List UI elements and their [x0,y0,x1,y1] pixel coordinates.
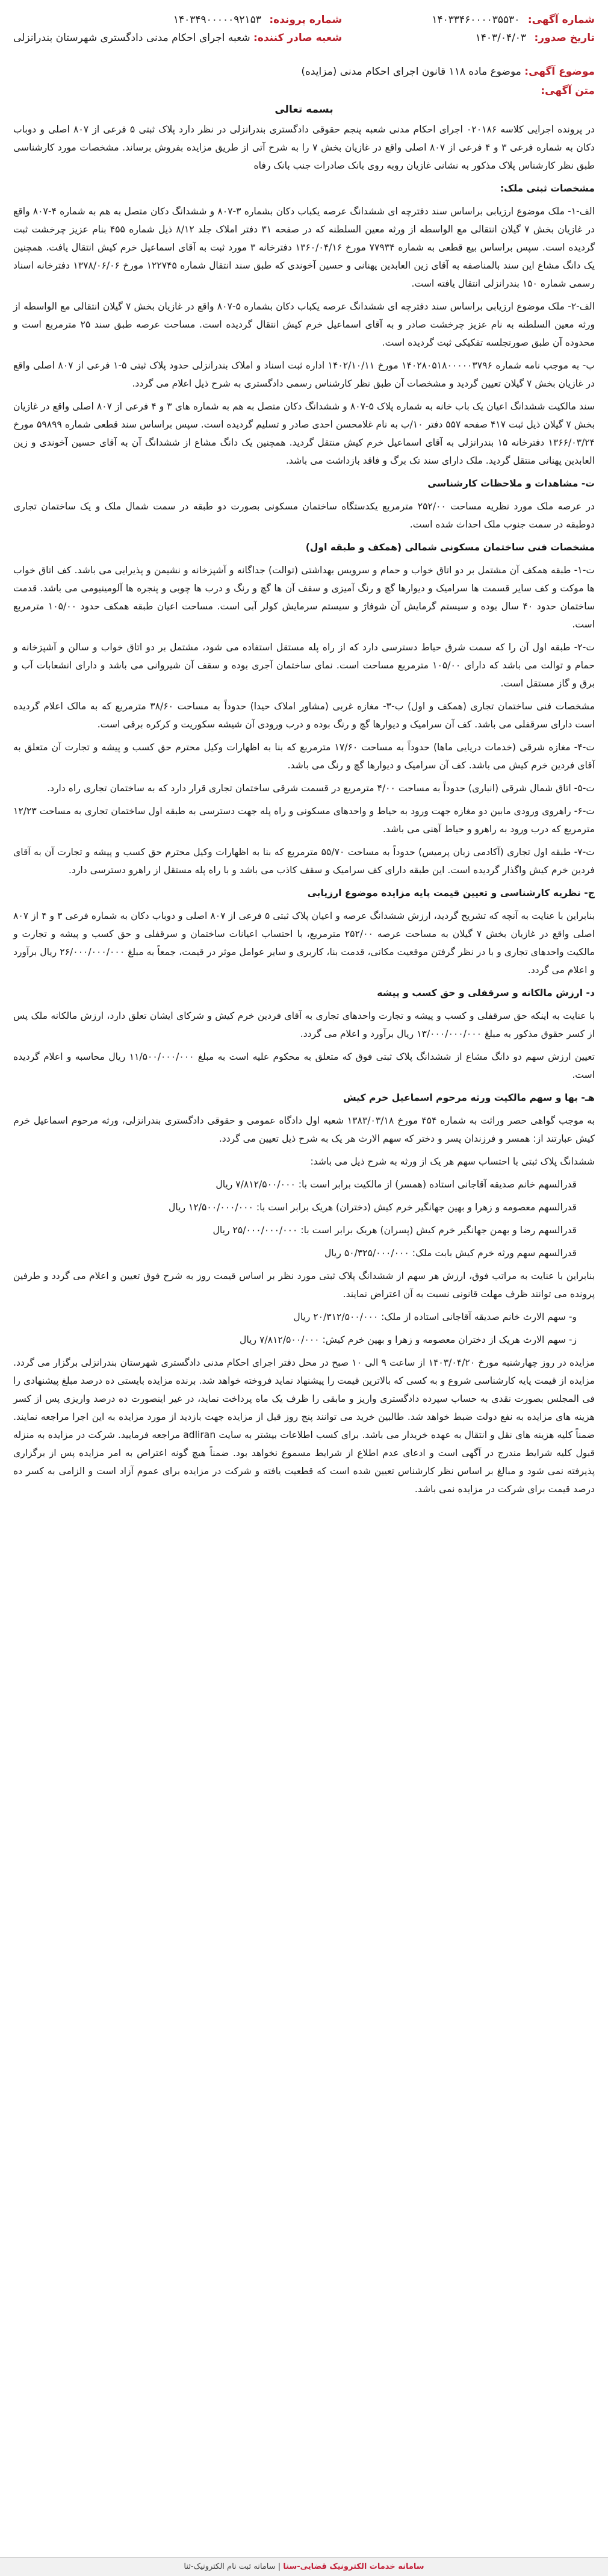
price-line: ز- سهم الارث هریک از دختران معصومه و زهرا و بهین خرم کیش: ۷/۸۱۲/۵۰۰/۰۰۰ ریال [240,1334,577,1345]
footer-service-link[interactable]: سامانه خدمات الکترونیک قضایی-سنا [283,2562,424,2571]
paragraph: بنابراین با عنایت به مراتب فوق، ارزش هر سهم از ششدانگ پلاک ثبتی مورد نظر بر اساس قیمت روز به شرح فوق تعیین و اعلام می گردد و طرفین پرونده می توانند ظرف مهلت قانونی نسبت به آن اعتراض نمایند. [13,1271,595,1299]
ad-number: ۱۴۰۳۳۴۶۰۰۰۰۳۵۵۳۰ [432,14,520,26]
paragraph: به موجب گواهی حصر وراثت به شماره ۴۵۴ مورخ ۱۳۸۳/۰۳/۱۸ شعبه اول دادگاه عمومی و حقوقی دادگستری بندرانزلی، ورثه مرحوم اسماعیل خرم کیش عبارتند از: همسر و فرزندان پسر و دختر که سهم الارث هر یک به شرح ذیل تعیین می گردد. [13,1115,595,1144]
section-heading: هـ- بها و سهم مالکیت ورثه مرحوم اسماعیل خرم کیش [343,1092,595,1103]
ad-text-label: متن آگهی: [541,85,595,97]
section-heading: ت- مشاهدات و ملاحظات کارشناسی [427,478,595,489]
paragraph: تعیین ارزش سهم دو دانگ مشاع از ششدانگ پلاک ثبتی فوق که متعلق به محکوم علیه است به مبلغ ۱۱/۵۰۰/۰۰۰/۰۰۰ ریال محاسبه و اعلام گردیده است. [13,1051,595,1080]
ad-number-label: شماره آگهی: [527,14,595,26]
ad-number-row [432,11,595,29]
footer-separator: | [278,2562,281,2571]
case-number-row [13,11,342,29]
paragraph: ت-۴- مغازه شرقی (خدمات دریایی ماها) حدوداً به مساحت ۱۷/۶۰ مترمربع که بنا به اظهارات وکیل محترم حق کسب و پیشه و تجارت آن متعلق به آقای فردین خرم کیش می باشد. کف آن سرامیک و دیوارها گچ و رنگ می باشد. [13,742,595,771]
section-heading: ج- نظریه کارشناسی و تعیین قیمت پایه مزایده موضوع ارزیابی [307,888,595,898]
section-heading: مشخصات فنی ساختمان مسکونی شمالی (همکف و طبقه اول) [305,542,595,553]
bismillah: بسمه تعالی [275,104,333,116]
paragraph: الف-۲- ملک موضوع ارزیابی براساس سند دفترچه ای ششدانگ عرصه یکباب دکان بشماره ۵-۸۰۷ واقع در غازیان بخش ۷ گیلان انتقالی مع الواسطه از ورثه معین السلطنه به نام عزیز چرخشت صادر و به آقای اسماعیل خرم کیش انتقال گردیده است. مساحت عرصه طبق سند ۲۵ مترمربع است و محدوده آن طبق صورتجلسه تفکیکی ثبت گردیده است. [13,301,595,348]
paragraph: ت-۱- طبقه همکف آن مشتمل بر دو اتاق خواب و حمام و سرویس بهداشتی (توالت) جداگانه و آشپزخانه و نشیمن و پذیرایی می باشد. کف اتاق خواب ها موکت و کف سایر قسمت ها سرامیک و دیوارها گچ و رنگ آمیزی و سقف آن ها گچ و رنگ و درب ها چوبی و پنجره ها آلومینیومی می باشد. قدمت ساختمان حدود ۴۰ سال بوده و سیستم گرمایش آن شوفاژ و سیستم سرمایش کولر آبی است. مساحت اعیان طبقه همکف حدود ۱۰۵/۰۰ مترمربع است. [13,565,595,630]
paragraph: مزایده در روز چهارشنبه مورخ ۱۴۰۳/۰۴/۲۰ از ساعت ۹ الی ۱۰ صبح در محل دفتر اجرای احکام مدنی دادگستری شهرستان بندرانزلی برگزار می گردد. مزایده از قیمت پایه کارشناسی شروع و به کسی که بالاترین قیمت را پیشنهاد نماید فروخته خواهد شد. برنده مزایده بایستی ده درصد مبلغ پیشنهادی را فی المجلس بصورت نقدی به حساب سپرده دادگستری واریز و مابقی را ظرف یک ماه پرداخت نماید، در غیر اینصورت ده درصد واریزی پس از کسر هزینه های مزایده به نفع دولت ضبط خواهد شد. طالبین خرید می توانند پنج روز قبل از مزایده جهت بازدید از مورد مزایده به این اجرا مراجعه نمایند. ضمناً کلیه هزینه های نقل و انتقال به عهده خریدار می باشد. برای کسب اطلاعات بیشتر به سایت adliran مراجعه فرمایید. شرکت در مزایده به منزله قبول کلیه شرایط مندرج در آگهی است و ادعای عدم اطلاع از شرایط مسموع نخواهد بود. ضمناً هیچ گونه اعتراض به امر مزایده پس از برگزاری پذیرفته نمی شود و مبالغ بر اساس نظر کارشناس تعیین شده است که قطعیت یافته و شرکت در مزایده برای عموم آزاد است و الزامی به کسر ده درصد قیمت برای شرکت در مزایده نمی باشد. [13,1357,595,1495]
paragraph: سند مالکیت ششدانگ اعیان یک باب خانه به شماره پلاک ۵-۸۰۷ و ششدانگ دکان متصل به هم به شماره های ۳ و ۴ فرعی از ۸۰۷ اصلی واقع در غازیان بخش ۷ گیلان ذیل ثبت ۴۱۷ صفحه ۵۵۷ دفتر ۱۰/ب به نام غلامحسن احدی صادر و تسلیم گردیده است. سپس براساس سند قطعی شماره ۵۹۸۹۹ مورخ ۱۳۶۶/۰۳/۲۴ دفترخانه ۱۵ بندرانزلی به آقای اسماعیل خرم کیش منتقل گردید. همچنین یک دانگ مشاع از ششدانگ آن به آقای حسین آخوندی و زین العابدین پهنانی منتقل گردید. ملک دارای سند تک برگ و فاقد بازداشت می باشد. [13,401,595,466]
paragraph: ب- به موجب نامه شماره ۱۴۰۲۸۰۵۱۸۰۰۰۰۰۳۷۹۶ مورخ ۱۴۰۲/۱۰/۱۱ اداره ثبت اسناد و املاک بندرانزلی حدود پلاک ثبتی ۵-۱ فرعی از ۸۰۷ اصلی واقع در غازیان بخش ۷ گیلان تعیین گردید و مشخصات آن طبق نظر کارشناس رسمی دادگستری به شرح ذیل اعلام می گردد. [13,360,595,389]
issuer: شعبه اجرای احکام مدنی دادگستری شهرستان بندرانزلی [13,32,250,44]
issue-date-label: تاریخ صدور: [534,32,595,44]
case-number: ۱۴۰۳۴۹۰۰۰۰۰۹۲۱۵۳ [173,14,261,26]
paragraph: ششدانگ پلاک ثبتی با احتساب سهم هر یک از ورثه به شرح ذیل می باشد: [310,1156,595,1167]
page-footer [0,2558,608,2576]
issue-date: ۱۴۰۳/۰۴/۰۳ [475,32,527,44]
paragraph: بنابراین با عنایت به آنچه که تشریح گردید، ارزش ششدانگ عرصه و اعیان پلاک ثبتی ۵ فرعی از ۸۰۷ اصلی و دوباب دکان به شماره فرعی ۳ و ۴ از ۸۰۷ اصلی واقع در غازیان بخش ۷ گیلان به مساحت عرصه ۲۵۲/۰۰ مترمربع، با احتساب اعیانات ساختمان و سرقفلی و حق کسب و پیشه و تجارت و مالکیت واحدهای تجاری و با در نظر گرفتن موقعیت مکانی، قدمت بنا، کاربری و سایر عوامل موثر در قیمت، جمعاً به مبلغ ۲۶/۰۰۰/۰۰۰/۰۰۰ ریال برآورد و اعلام می گردد. [13,910,595,975]
header-right [432,11,595,47]
issuer-label: شعبه صادر کننده: [253,32,343,44]
paragraph: ت-۲- طبقه اول آن را که سمت شرق حیاط دسترسی دارد که از راه پله مستقل استفاده می شود، مشتمل بر دو اتاق خواب و سالن و آشپزخانه و حمام و توالت می باشد که دارای ۱۰۵/۰۰ مترمربع مساحت است. نمای ساختمان آجری بوده و سقف آن شیروانی می باشد و دارای انشعابات آب و برق و گاز مستقل است. [13,642,595,689]
paragraph: الف-۱- ملک موضوع ارزیابی براساس سند دفترچه ای ششدانگ عرصه یکباب دکان بشماره ۳-۸۰۷ و ششدانگ دکان متصل به هم به شماره ۴-۸۰۷ واقع در غازیان بخش ۷ گیلان انتقالی مع الواسطه از ورثه معین السلطنه که در صفحه ۳۱ دفتر املاک جلد ۸/۱۲ ذیل شماره ۴۵۵ بنام عزیز چرخشت ثبت گردیده است. سپس براساس بیع قطعی به شماره ۷۷۹۳۴ مورخ ۱۳۶۰/۰۴/۱۶ دفترخانه ۳ مورد ثبت به آقای اسماعیل خرم کیش انتقال یافت. همچنین یک دانگ مشاع این سند بالمناصفه به آقای زین العابدین پهنانی و حسین آخوندی که طبق سند انتقال شماره ۱۲۲۷۴۵ مورخ ۱۳۷۸/۰۶/۰۶ دفترخانه اسناد رسمی شماره ۱۵۰ بندرانزلی انتقال یافته است. [13,206,595,289]
document-header [13,11,595,47]
price-line: قدرالسهم رضا و بهمن جهانگیر خرم کیش (پسران) هریک برابر است با: ۲۵/۰۰۰/۰۰۰/۰۰۰ ریال [212,1225,577,1236]
section-heading: د- ارزش مالکانه و سرقفلی و حق کسب و پیشه [377,988,595,998]
paragraph: ت-۷- طبقه اول تجاری (آکادمی زبان پرمیس) حدوداً به مساحت ۵۵/۷۰ مترمربع که بنا به اظهارات وکیل محترم حق کسب و پیشه و تجارت آن به آقای فردین خرم کیش واگذار گردیده است. این طبقه دارای کف سرامیک و سقف کاذب می باشد و با راه پله مستقل از راهرو دسترسی دارد. [13,847,595,876]
paragraph: با عنایت به اینکه حق سرقفلی و کسب و پیشه و تجارت واحدهای تجاری به آقای فردین خرم کیش و شرکای ایشان تعلق دارد، ارزش مالکانه ملک پس از کسر حقوق مذکور به مبلغ ۱۳/۰۰۰/۰۰۰/۰۰۰ ریال برآورد و اعلام می گردد. [13,1010,595,1039]
paragraph: ت-۶- راهروی ورودی مابین دو مغازه جهت ورود به حیاط و واحدهای مسکونی و راه پله جهت دسترسی به طبقه اول ساختمان تجاری به مساحت ۱۲/۲۳ مترمربع که درب ورود به راهرو و حیاط آهنی می باشد. [13,806,595,835]
price-line: و- سهم الارث خانم صدیقه آقاجانی استاده از ملک: ۲۰/۳۱۲/۵۰۰/۰۰۰ ریال [293,1311,577,1322]
paragraph: در پرونده اجرایی کلاسه ۰۲۰۱۸۶ اجرای احکام مدنی شعبه پنجم حقوقی دادگستری بندرانزلی در نظر دارد پلاک ثبتی ۵ فرعی از ۸۰۷ اصلی و دوباب دکان به شماره فرعی ۳ و ۴ فرعی از ۸۰۷ اصلی واقع در غازیان بخش ۷ را به شرح آتی از طریق مزایده بفروش برساند. مشخصات مورد کارشناسی طبق نظر کارشناس پلاک مذکور به نشانی غازیان روبه روی بانک صادرات جنب بانک رفاه [13,124,595,171]
ad-text-heading [13,82,595,100]
issuer-row [13,29,342,47]
footer-site-link[interactable]: سامانه ثبت نام الکترونیک-ثنا [184,2562,276,2571]
subject-label: موضوع آگهی: [524,66,595,78]
issue-date-row [432,29,595,47]
ad-body [13,120,595,1498]
ad-subject [13,63,595,81]
price-line: قدرالسهم سهم ورثه خرم کیش بابت ملک: ۵۰/۳۲۵/۰۰۰/۰۰۰ ریال [324,1248,577,1258]
paragraph: مشخصات فنی ساختمان تجاری (همکف و اول) ب-۳- مغازه غربی (مشاور املاک حیدا) حدوداً به مساحت ۳۸/۶۰ مترمربع که به مالک اعلام گردیده است دارای سرقفلی می باشد. کف آن سرامیک و دیوارها گچ و رنگ بوده و درب ورودی آن شیشه سکوریت و کرکره برقی است. [13,701,595,730]
price-line: قدرالسهم معصومه و زهرا و بهین جهانگیر خرم کیش (دختران) هریک برابر است با: ۱۲/۵۰۰/۰۰۰/۰۰۰ ریال [169,1202,577,1213]
paragraph: ت-۵- اتاق شمال شرقی (انباری) حدوداً به مساحت ۴/۰۰ مترمربع در قسمت شرقی ساختمان تجاری قرار دارد که به ساختمان تجاری راه دارد. [47,783,595,794]
header-left [13,11,342,47]
subject-text: موضوع ماده ۱۱۸ قانون اجرای احکام مدنی (مزایده) [301,66,521,78]
section-heading: مشخصات ثبتی ملک: [500,183,595,194]
price-line: قدرالسهم خانم صدیقه آقاجانی استاده (همسر) از مالکیت برابر است با: ۷/۸۱۲/۵۰۰/۰۰۰ ریال [216,1179,577,1190]
paragraph: در عرصه ملک مورد نظریه مساحت ۲۵۲/۰۰ مترمربع یکدستگاه ساختمان مسکونی بصورت دو طبقه در سمت شمال ملک و یک ساختمان تجاری دوطبقه در سمت جنوب ملک احداث شده است. [13,501,595,530]
case-number-label: شماره پرونده: [269,14,343,26]
